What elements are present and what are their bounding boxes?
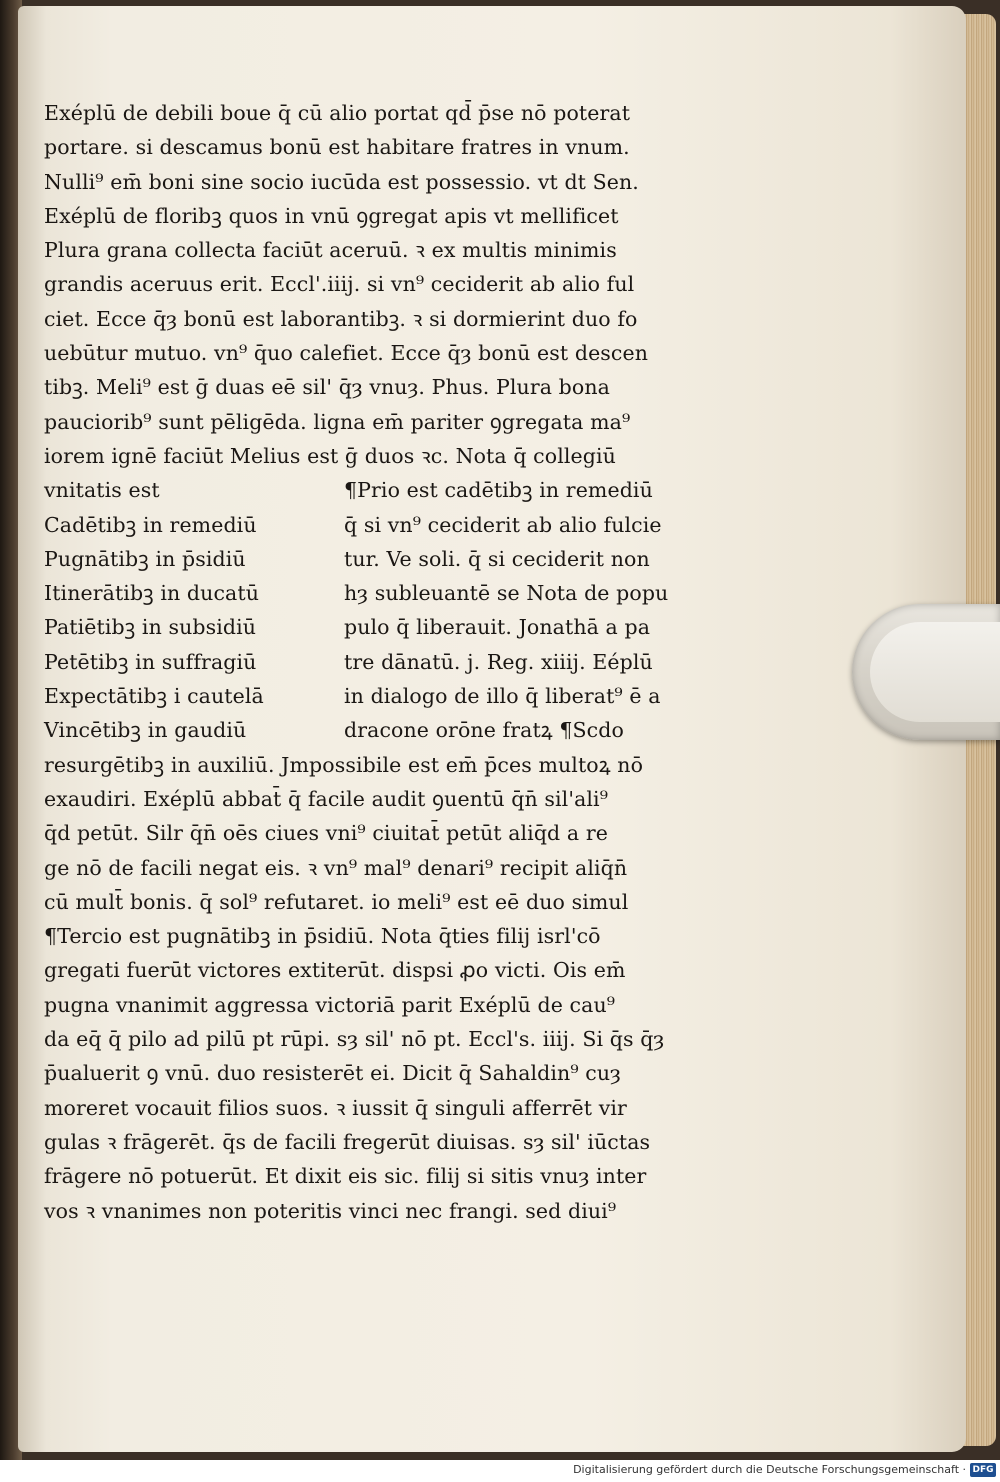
text-line: moreret vocauit filios suos. ꝛ iussit q̄ singuli afferrēt vir: [44, 1095, 627, 1120]
text-line: Exéplū de floribꝫ quos in vnū ꝯgregat apis vt mellificet: [44, 203, 619, 228]
text-line: q̄d petūt. Silr q̄n̄ oēs ciues vni⁹ ciuitat̄ petūt aliq̄d a re: [44, 821, 608, 846]
list-item-left: Petētibꝫ in suffragiū: [44, 649, 257, 674]
list-item-left: vnitatis est: [44, 478, 160, 503]
text-line: pauciorib⁹ sunt pēligēda. ligna em̄ pariter ꝯgregata ma⁹: [44, 409, 631, 434]
text-line-right: pulo q̄ liberauit. Jonathā a pa: [344, 615, 651, 640]
text-line: Plura grana collecta faciūt aceruū. ꝛ ex multis minimis: [44, 238, 617, 263]
text-line: pugna vnanimit aggressa victoriā parit Exéplū de cau⁹: [44, 992, 616, 1017]
text-line: uebūtur mutuo. vn⁹ q̄uo calefiet. Ecce q̄ȝ bonū est descen: [44, 341, 649, 366]
footer-bar: [0, 1460, 1000, 1482]
text-line: p̄ualuerit ꝯ vnū. duo resisterēt ei. Dicit q̄ Sahaldin⁹ cuȝ: [44, 1061, 621, 1086]
text-line: resurgētibꝫ in auxiliū. Jmpossibile est em̄ p̄ces multoꝝ nō: [44, 752, 644, 777]
text-line: vos ꝛ vnanimes non poteritis vinci nec frangi. sed diui⁹: [44, 1198, 617, 1223]
text-line: gregati fuerūt victores extiterūt. dispsi ꝓo victi. Ois em̄: [44, 958, 626, 983]
list-item-left: Pugnātibꝫ in p̄sidiū: [44, 546, 246, 571]
text-line: tibꝫ. Meli⁹ est ḡ duas eē sil' q̄ȝ vnuȝ. Phus. Plura bona: [44, 375, 610, 400]
two-column-row: [44, 473, 764, 507]
two-column-row: [44, 542, 764, 576]
text-line: da eq̄ q̄ pilo ad pilū pt rūpi. sȝ sil' nō pt. Eccl's. iiij. Si q̄s q̄ȝ: [44, 1027, 665, 1052]
text-line-right: in dialogo de illo q̄ liberat⁹ ē a: [344, 684, 661, 709]
two-column-row: [44, 679, 764, 713]
printed-text-block: [44, 96, 764, 1228]
list-item-left: Vincētibꝫ in gaudiū: [44, 718, 247, 743]
two-column-row: [44, 610, 764, 644]
text-line: ge nō de facili negat eis. ꝛ vn⁹ mal⁹ denari⁹ recipit aliq̄n̄: [44, 855, 628, 880]
page-clip-highlight: [870, 622, 1000, 722]
text-line: ciet. Ecce q̄ȝ bonū est laborantibꝫ. ꝛ si dormierint duo fo: [44, 306, 638, 331]
text-line: cū mult̄ bonis. q̄ sol⁹ refutaret. io meli⁹ est eē duo simul: [44, 889, 629, 914]
text-line-right: hȝ subleuantē se Nota de popu: [344, 581, 669, 606]
text-line-right: dracone orōne fratꝝ ¶Scdo: [344, 718, 624, 743]
text-line: grandis aceruus erit. Eccl'.iiij. si vn⁹ ceciderit ab alio ful: [44, 272, 635, 297]
text-line: iorem ignē faciūt Melius est ḡ duos ꝛc. Nota q̄ collegiū: [44, 443, 616, 468]
text-line: portare. si descamus bonū est habitare fratres in vnum.: [44, 135, 630, 160]
two-column-row: [44, 576, 764, 610]
text-line: Exéplū de debili boue q̄ cū alio portat qd̄ p̄se nō poterat: [44, 101, 631, 125]
text-line: ¶Tercio est pugnātibꝫ in p̄sidiū. Nota q̄ties filij isrl'cō: [44, 924, 601, 949]
funding-credit: Digitalisierung gefördert durch die Deutsche Forschungsgemeinschaft ·: [573, 1463, 966, 1476]
two-column-row: [44, 713, 764, 747]
list-item-left: Expectātibꝫ i cautelā: [44, 684, 264, 709]
text-line: exaudiri. Exéplū abbat̄ q̄ facile audit ꝯuentū q̄n̄ sil'ali⁹: [44, 786, 609, 811]
text-line: Nulli⁹ em̄ boni sine socio iucūda est possessio. vt dt Sen.: [44, 169, 639, 194]
text-line: gulas ꝛ frāgerēt. q̄s de facili fregerūt diuisas. sȝ sil' iūctas: [44, 1129, 651, 1154]
two-column-row: [44, 508, 764, 542]
text-line: frāgere nō potuerūt. Et dixit eis sic. filij si sitis vnuȝ inter: [44, 1164, 647, 1189]
list-item-left: Itinerātibꝫ in ducatū: [44, 581, 260, 606]
list-item-left: Cadētibꝫ in remediū: [44, 512, 257, 537]
text-line-right: tur. Ve soli. q̄ si ceciderit non: [344, 546, 650, 571]
text-line-right: tre dānatū. j. Reg. xiiij. Eéplū: [344, 649, 653, 674]
text-line-right: q̄ si vn⁹ ceciderit ab alio fulcie: [344, 512, 662, 537]
dfg-logo-icon: DFG: [970, 1463, 996, 1477]
two-column-row: [44, 645, 764, 679]
text-line-right: ¶Prio est cadētibꝫ in remediū: [344, 478, 653, 503]
list-item-left: Patiētibꝫ in subsidiū: [44, 615, 257, 640]
